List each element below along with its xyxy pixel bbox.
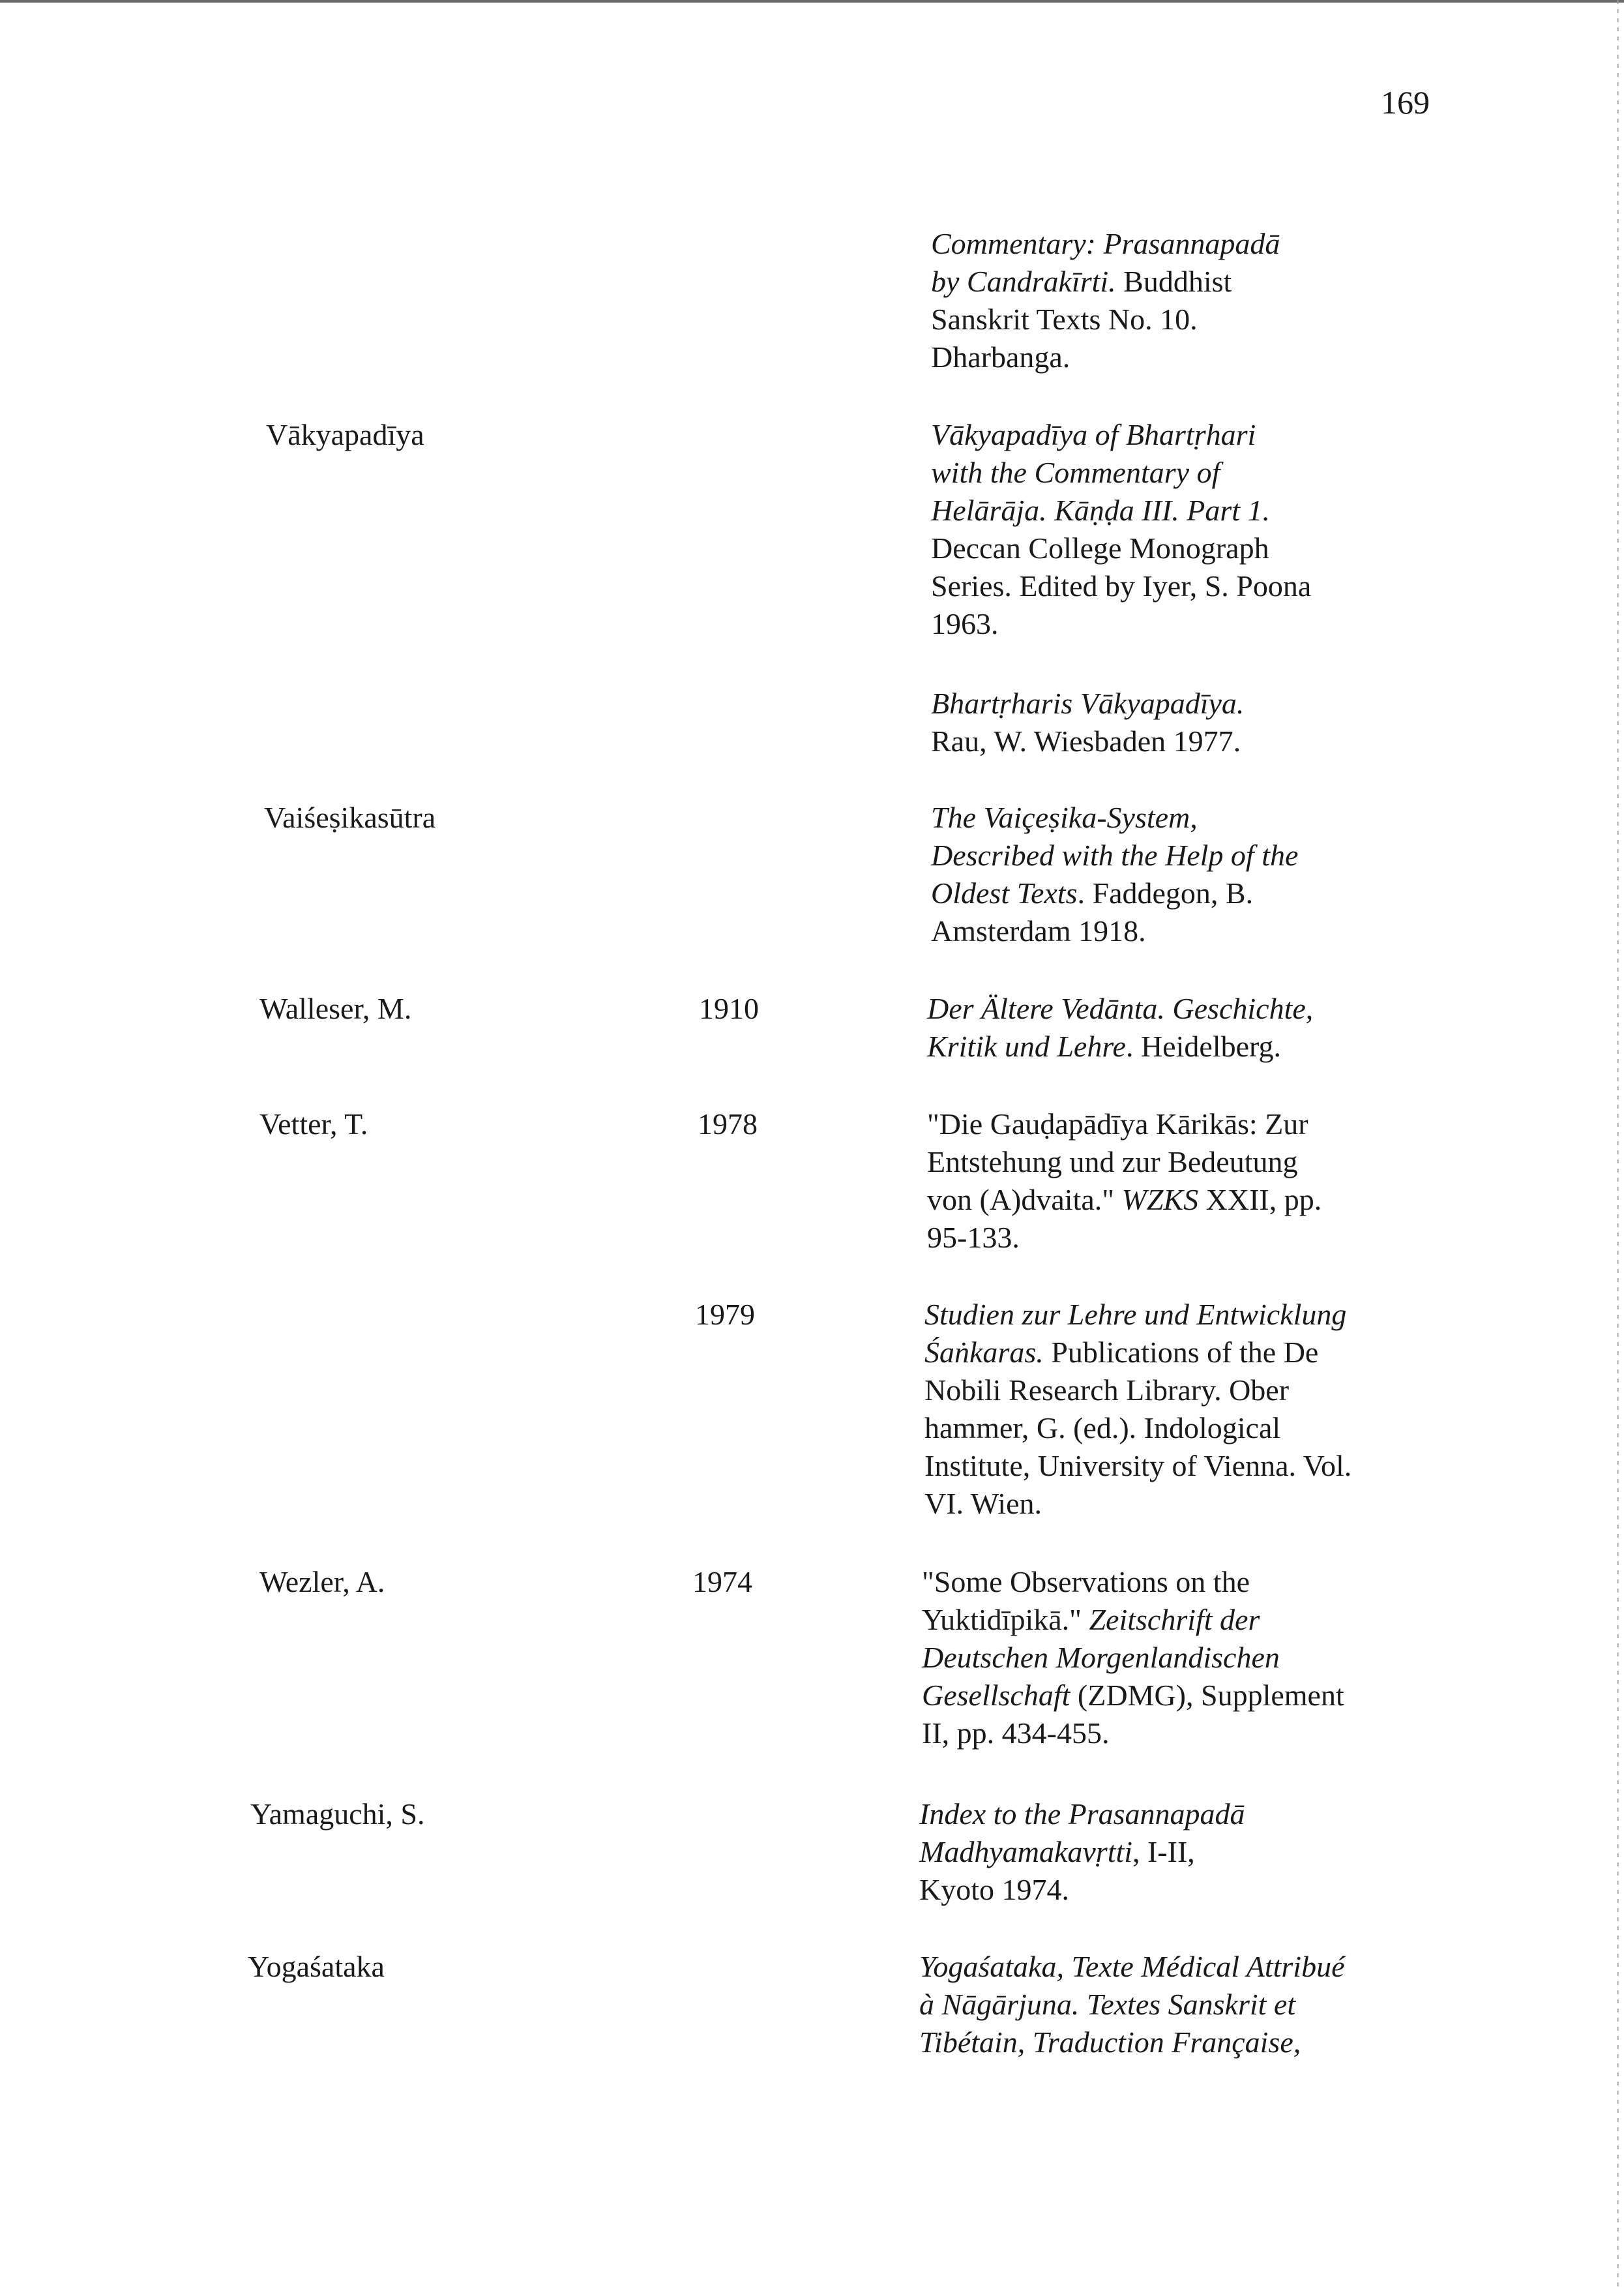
roman-text: "Some Observations on the [922, 1565, 1250, 1598]
reference-line [919, 1871, 1415, 1909]
entry-author: Walleser, M. [259, 992, 412, 1025]
roman-text: Yuktidīpikā." [922, 1603, 1089, 1636]
reference-line [931, 416, 1426, 454]
italic-text: by Candrakīrti. [931, 265, 1116, 298]
reference-line [931, 492, 1426, 530]
reference-line [922, 1601, 1417, 1639]
reference-line [919, 1986, 1415, 2024]
page-number: 169 [1381, 84, 1430, 121]
reference-line [927, 1219, 1423, 1257]
italic-text: The Vaiçeṣika-System, [931, 801, 1198, 834]
italic-text: Tibétain, Traduction Française, [919, 2025, 1301, 2059]
reference-line [922, 1714, 1417, 1752]
reference-line [931, 263, 1426, 301]
entry-year: 1979 [695, 1298, 755, 1331]
roman-text: Kyoto 1974. [919, 1873, 1069, 1906]
roman-text: Dharbanga. [931, 340, 1070, 374]
italic-text: Śaṅkaras. [924, 1336, 1044, 1369]
entry-reference [919, 1795, 1415, 1909]
reference-line [922, 1639, 1417, 1677]
reference-line [919, 1833, 1415, 1871]
entry-reference [922, 1563, 1417, 1752]
roman-text: Institute, University of Vienna. Vol. [924, 1449, 1352, 1482]
entry-reference [931, 225, 1426, 376]
italic-text: with the Commentary of [931, 456, 1220, 489]
italic-text: Bhartṛharis Vākyapadīya. [931, 687, 1245, 720]
reference-line [927, 1143, 1423, 1181]
reference-line [931, 685, 1426, 723]
entry-reference [927, 1105, 1423, 1257]
entry-author: Vākyapadīya [266, 418, 424, 451]
roman-text: (ZDMG), Supplement [1070, 1679, 1344, 1712]
reference-line [931, 530, 1426, 567]
reference-line [922, 1563, 1417, 1601]
entry-reference [931, 685, 1426, 760]
italic-text: Zeitschrift der [1089, 1603, 1260, 1636]
reference-line [927, 1105, 1423, 1143]
reference-line [931, 837, 1426, 874]
reference-line [924, 1296, 1420, 1334]
reference-line [924, 1485, 1420, 1523]
roman-text: Deccan College Monograph [931, 531, 1269, 565]
italic-text: Studien zur Lehre und Entwicklung [924, 1298, 1347, 1331]
entry-reference [927, 990, 1423, 1066]
page-top-edge [0, 0, 1624, 3]
entry-year: 1974 [692, 1565, 752, 1598]
entry-author: Yamaguchi, S. [250, 1797, 425, 1831]
roman-text: Publications of the De [1043, 1336, 1319, 1369]
italic-text: à Nāgārjuna. Textes Sanskrit et [919, 1988, 1296, 2021]
entry-year: 1978 [698, 1107, 758, 1141]
reference-line [927, 1028, 1423, 1066]
entry-reference [919, 1948, 1415, 2061]
italic-text: Oldest Texts [931, 876, 1078, 910]
roman-text: Series. Edited by Iyer, S. Poona [931, 569, 1312, 603]
italic-text: Vākyapadīya of Bhartṛhari [931, 418, 1256, 451]
entry-year: 1910 [699, 992, 759, 1025]
roman-text: von (A)dvaita." [927, 1183, 1122, 1216]
reference-line [927, 1181, 1423, 1219]
roman-text: . Faddegon, B. [1077, 876, 1254, 910]
reference-line [919, 1948, 1415, 1986]
italic-text: Yogaśataka, Texte Médical Attribué [919, 1950, 1345, 1983]
page-right-edge [1617, 0, 1619, 2287]
reference-line [931, 799, 1426, 837]
roman-text: Entstehung und zur Bedeutung [927, 1145, 1298, 1178]
roman-text: Buddhist [1115, 265, 1232, 298]
entry-author: Vetter, T. [259, 1107, 368, 1141]
reference-line [927, 990, 1423, 1028]
roman-text: 95-133. [927, 1221, 1020, 1254]
roman-text: Nobili Research Library. Ober [924, 1373, 1290, 1407]
italic-text: Gesellschaft [922, 1679, 1070, 1712]
italic-text: Kritik und Lehre [927, 1030, 1126, 1063]
reference-line [931, 454, 1426, 492]
entry-author: Vaiśeṣikasūtra [264, 801, 436, 834]
reference-line [919, 1795, 1415, 1833]
entry-author: Wezler, A. [259, 1565, 385, 1598]
reference-line [919, 2024, 1415, 2061]
italic-text: Helārāja. Kāṇḍa III. Part 1. [931, 494, 1271, 527]
italic-text: Der Ältere Vedānta. Geschichte, [927, 992, 1314, 1025]
italic-text: Index to the Prasannapadā [919, 1797, 1245, 1831]
roman-text: "Die Gauḍapādīya Kārikās: Zur [927, 1107, 1308, 1141]
entry-reference [931, 416, 1426, 643]
reference-line [931, 567, 1426, 605]
entry-reference [924, 1296, 1420, 1523]
reference-line [931, 605, 1426, 643]
italic-text: Deutschen Morgenlandischen [922, 1641, 1280, 1674]
reference-line [931, 338, 1426, 376]
reference-line [931, 874, 1426, 912]
italic-text: Commentary: Prasannapadā [931, 227, 1280, 260]
reference-line [924, 1447, 1420, 1485]
roman-text: Amsterdam 1918. [931, 914, 1146, 948]
roman-text: Rau, W. Wiesbaden 1977. [931, 725, 1241, 758]
reference-line [931, 225, 1426, 263]
reference-line [922, 1677, 1417, 1714]
reference-line [924, 1371, 1420, 1409]
entry-author: Yogaśataka [248, 1950, 385, 1983]
entry-reference [931, 799, 1426, 950]
roman-text: Sanskrit Texts No. 10. [931, 303, 1198, 336]
roman-text: hammer, G. (ed.). Indological [924, 1411, 1281, 1444]
reference-line [931, 912, 1426, 950]
reference-line [924, 1409, 1420, 1447]
reference-line [931, 301, 1426, 338]
italic-text: Madhyamakavṛtti [919, 1835, 1133, 1868]
roman-text: 1963. [931, 607, 999, 640]
roman-text: XXII, pp. [1198, 1183, 1322, 1216]
roman-text: VI. Wien. [924, 1487, 1042, 1520]
italic-text: Described with the Help of the [931, 839, 1299, 872]
roman-text: , I-II, [1132, 1835, 1195, 1868]
reference-line [924, 1334, 1420, 1371]
roman-text: II, pp. 434-455. [922, 1716, 1110, 1750]
reference-line [931, 723, 1426, 760]
italic-text: WZKS [1121, 1183, 1199, 1216]
roman-text: . Heidelberg. [1125, 1030, 1281, 1063]
